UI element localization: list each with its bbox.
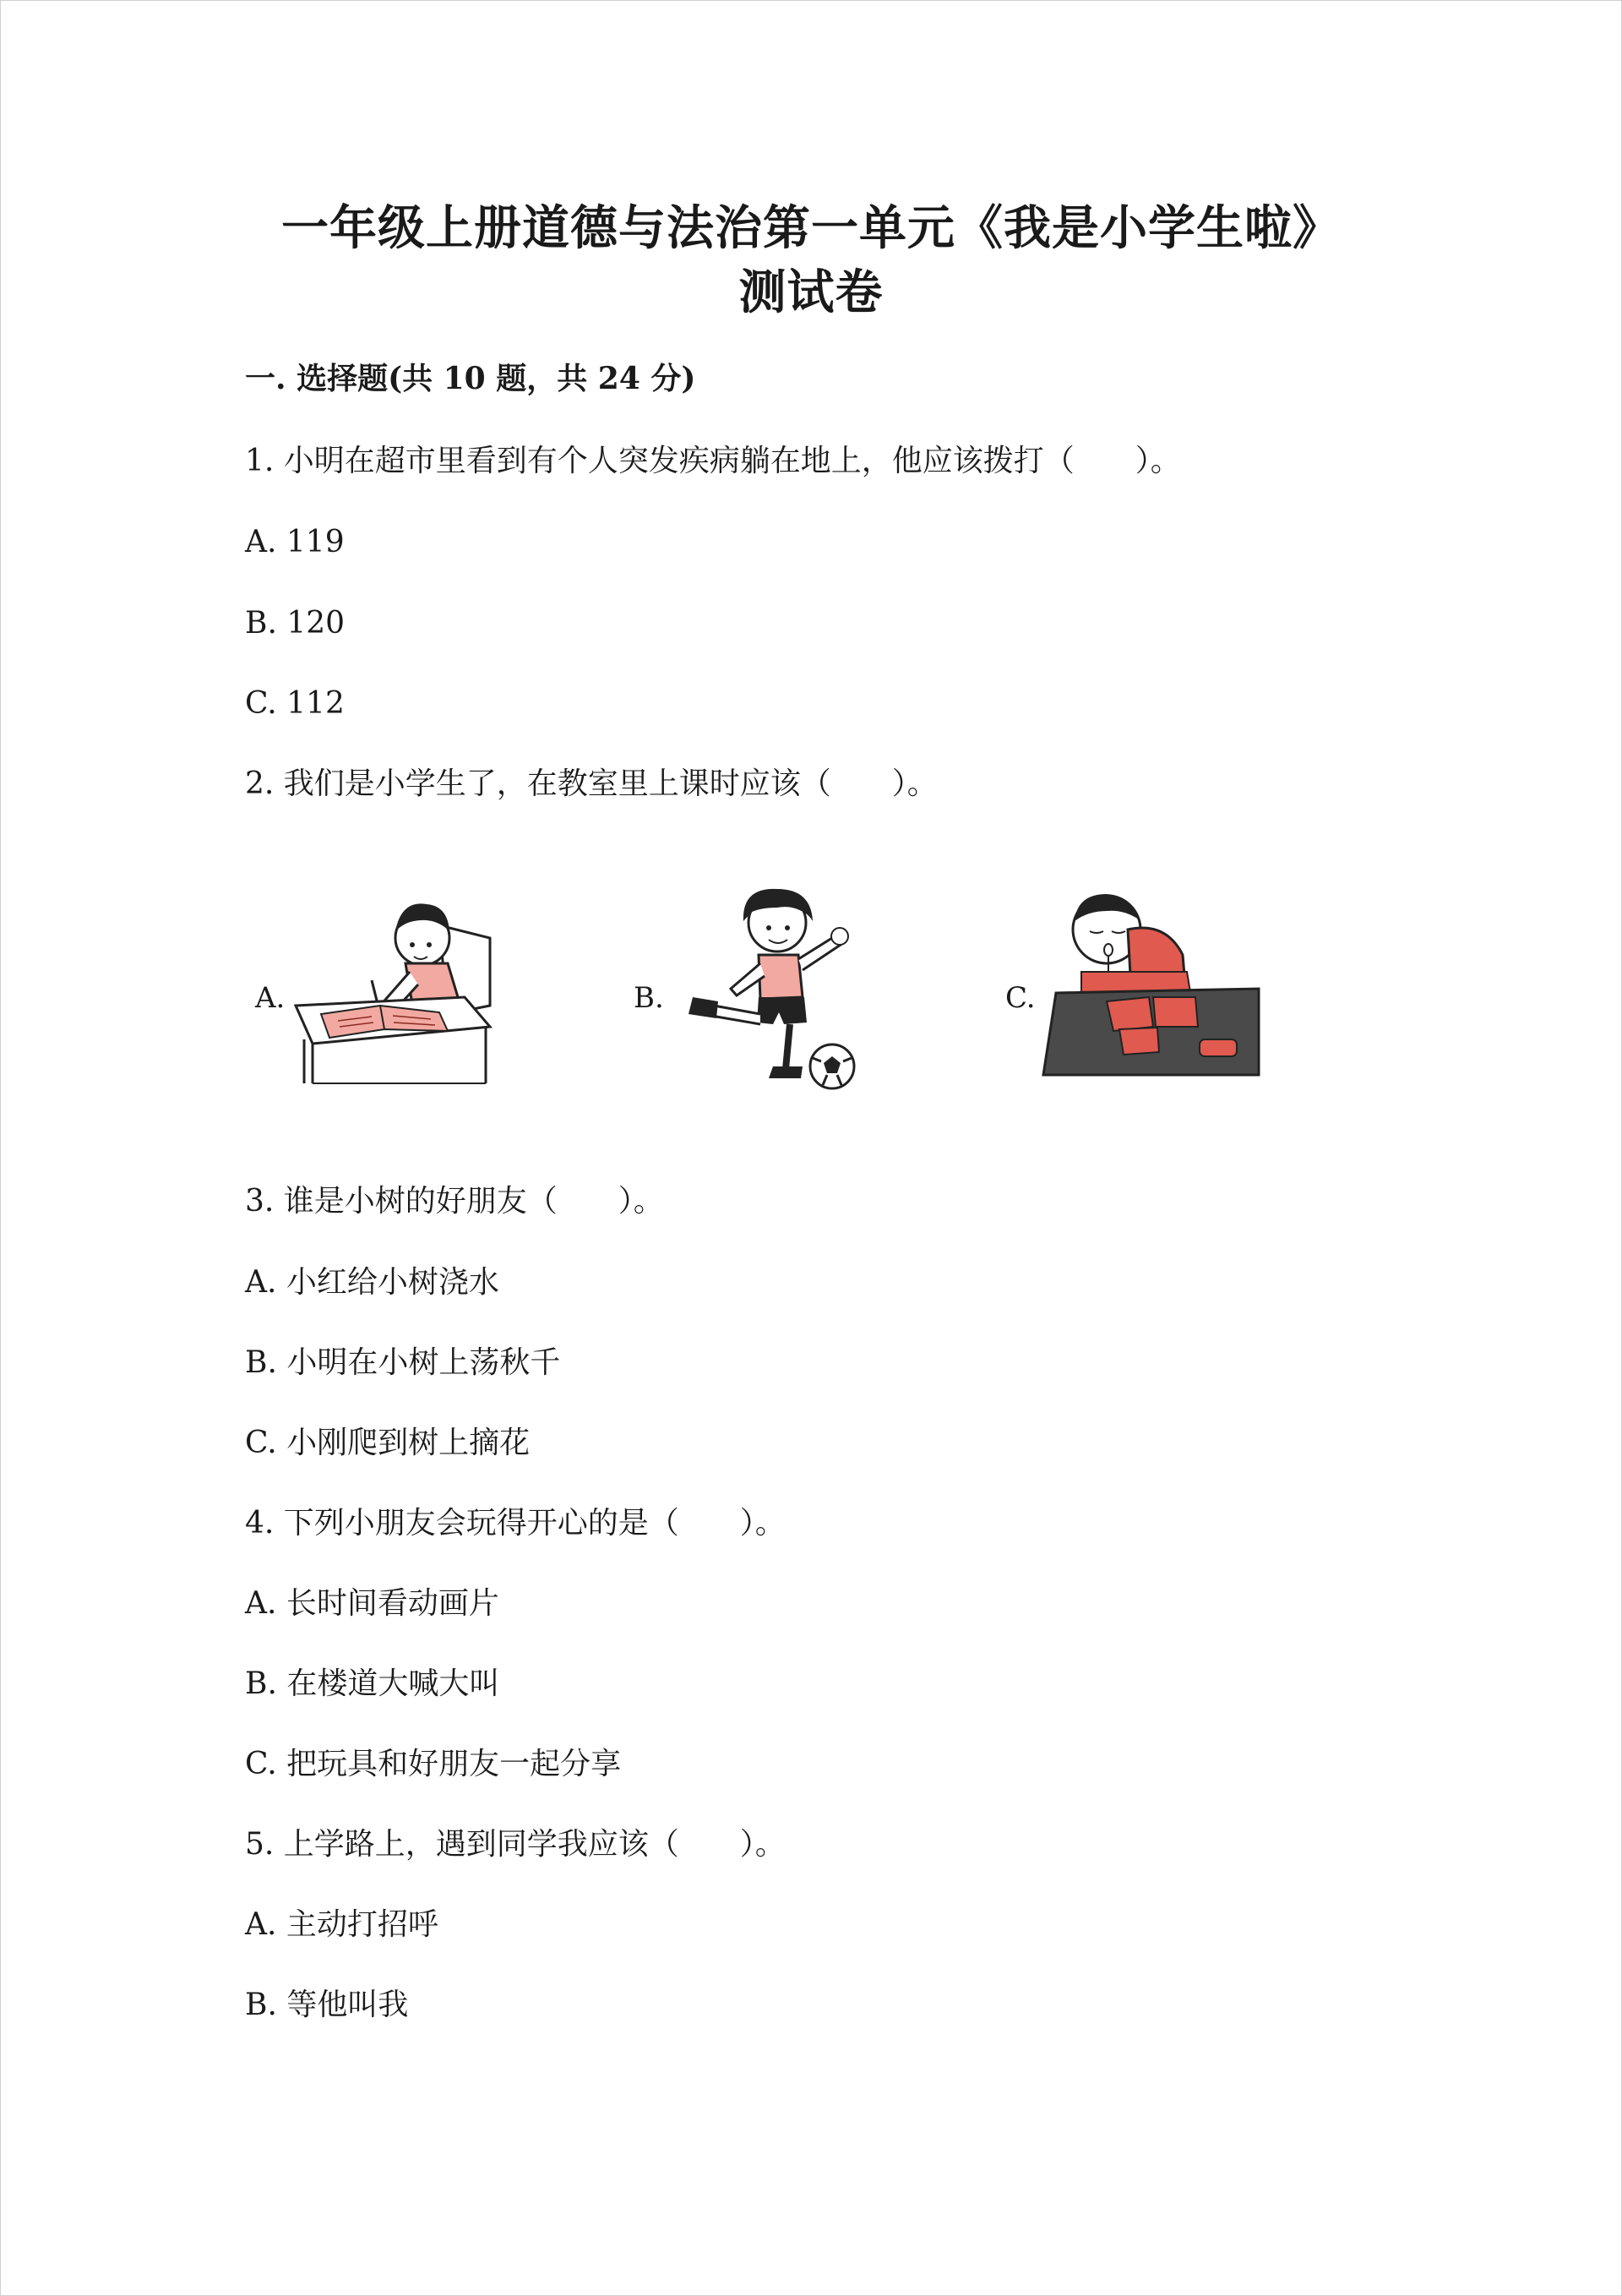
question-4-stem: 4. 下列小朋友会玩得开心的是（ ）。 [245,1506,786,1541]
section-heading: 一. 选择题(共 10 题，共 24 分) [245,361,696,396]
option-b-label: B. [634,981,664,1015]
question-5-option-a: A. 主动打招呼 [245,1907,438,1942]
question-3-option-a: A. 小红给小树浇水 [245,1265,499,1300]
question-1-option-a: A. 119 [245,525,345,559]
question-1-option-b: B. 120 [245,606,346,641]
document-title-line2: 测试卷 [738,265,884,320]
question-4-option-a: A. 长时间看动画片 [245,1586,499,1621]
document-title: 一年级上册道德与法治第一单元《我是小学生啦》 [281,200,1341,256]
option-c-label: C. [1005,981,1036,1015]
question-1-stem: 1. 小明在超市里看到有个人突发疾病躺在地上，他应该拨打（ ）。 [245,444,1181,478]
question-3-stem: 3. 谁是小树的好朋友（ ）。 [245,1184,664,1219]
option-b-figure [634,879,887,1099]
question-5-option-b: B. 等他叫我 [245,1988,409,2022]
question-2-image-options [245,879,1343,1099]
option-c-figure [1005,879,1276,1099]
boy-sleeping-illustration [1005,879,1276,1099]
question-1-option-c: C. 112 [245,686,345,721]
question-4-option-c: C. 把玩具和好朋友一起分享 [245,1747,622,1781]
question-4-option-b: B. 在楼道大喊大叫 [245,1666,500,1701]
question-2-stem: 2. 我们是小学生了，在教室里上课时应该（ ）。 [245,766,938,801]
option-a-figure [245,879,498,1099]
question-5-stem: 5. 上学路上，遇到同学我应该（ ）。 [245,1827,786,1862]
boy-writing-illustration [245,879,498,1099]
question-3-option-c: C. 小刚爬到树上摘花 [245,1426,531,1460]
option-a-label: A. [255,981,286,1015]
boy-soccer-illustration [634,879,887,1099]
question-3-option-b: B. 小明在小树上荡秋千 [245,1345,561,1380]
